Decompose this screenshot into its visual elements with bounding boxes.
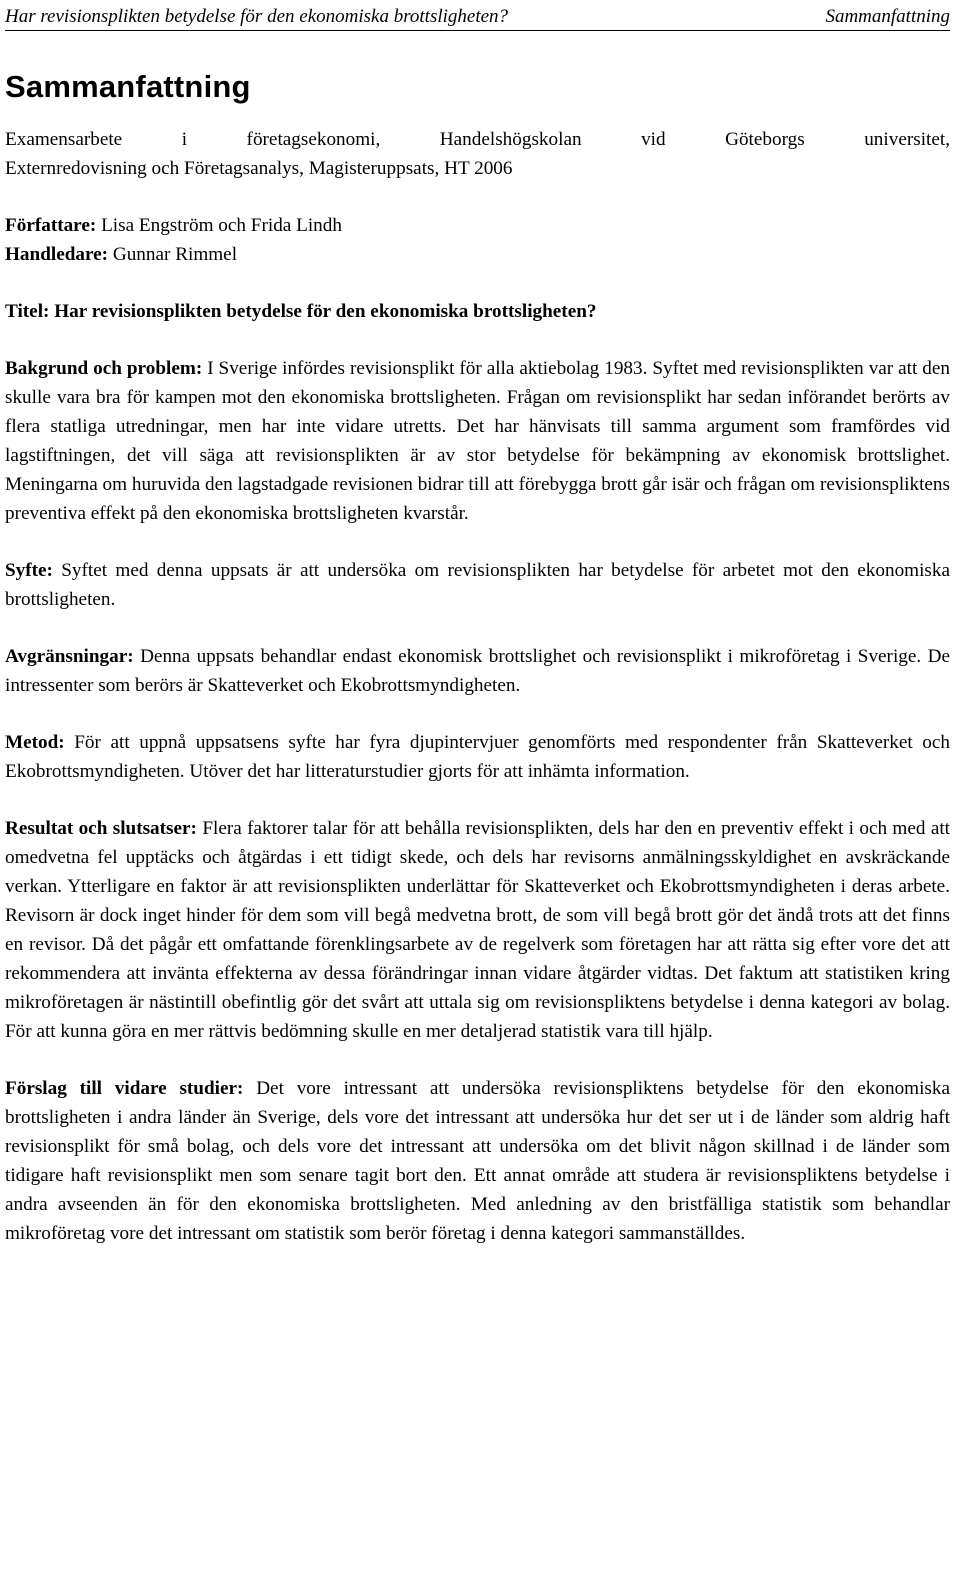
section-metod-text: För att uppnå uppsatsens syfte har fyra djupintervjuer genomförts med respondenter från Skatteverket och Ekobrottsmyndigheten. Utöver det har litteraturstudier gjorts för att inhämta information. — [5, 732, 951, 782]
document-body — [5, 125, 950, 1248]
section-bakgrund-text: I Sverige infördes revisionsplikt för alla aktiebolag 1983. Syftet med revisionsplikten var att den skulle vara bra för kampen mot den ekonomiska brottsligheten. Frågan om revisionsplikt har sedan införandet berörts av flera statliga utredningar, men har inte vidare utretts. Det har hänvisats till samma argument som framfördes vid lagstiftningen, det vill säga att revisionsplikten är av stor betydelse för bekämpning av ekonomisk brottslighet. Meningarna om huruvida den lagstadgade revisionen bidrar till att förebygga brott går isär och frågan om revisionspliktens preventiva effekt på den ekonomiska brottsligheten kvarstår. — [5, 358, 950, 524]
running-header-title: Har revisionsplikten betydelse för den ekonomiska brottsligheten? — [5, 6, 509, 27]
thesis-info — [5, 125, 950, 183]
authors-value: Lisa Engström och Frida Lindh — [101, 215, 342, 236]
authors-label: Författare: — [5, 215, 97, 236]
supervisor-line — [5, 240, 950, 269]
section-forslag-label: Förslag till vidare studier: — [5, 1078, 244, 1099]
section-avgransningar-text: Denna uppsats behandlar endast ekonomisk brottslighet och revisionsplikt i mikroföretag i Sverige. De intressenter som berörs är Skatteverket och Ekobrottsmyndigheten. — [5, 646, 950, 696]
section-syfte — [5, 556, 950, 614]
running-header-section: Sammanfattning — [825, 6, 950, 27]
section-resultat — [5, 814, 950, 1046]
thesis-title-line — [5, 297, 950, 326]
authors-line — [5, 211, 950, 240]
thesis-title-label: Titel: — [5, 301, 50, 322]
supervisor-value: Gunnar Rimmel — [112, 244, 238, 265]
credits — [5, 211, 950, 269]
section-resultat-label: Resultat och slutsatser: — [5, 818, 197, 839]
section-metod — [5, 728, 950, 786]
section-bakgrund — [5, 354, 950, 528]
section-metod-label: Metod: — [5, 732, 65, 753]
thesis-title-value: Har revisionsplikten betydelse för den ekonomiska brottsligheten? — [54, 301, 597, 322]
section-resultat-text: Flera faktorer talar för att behålla revisionsplikten, dels har den en preventiv effekt i och med att omedvetna fel upptäcks och åtgärdas i ett tidigt skede, och dels har revisorns anmälningsskyldighet en avskräckande verkan. Ytterligare en faktor är att revisionsplikten underlättar för Skatteverket och Ekobrottsmyndigheten i deras arbete. Revisorn är dock inget hinder för dem som vill begå medvetna brott, de som vill begå brott gör det ändå trots att det finns en revisor. Då det pågår ett omfattande förenklingsarbete av de regelverk som företagen har att rätta sig efter vore det att rekommendera att invänta effekterna av dessa förändringar innan vidare åtgärder vidtas. Det faktum att statistiken kring mikroföretagen är nästintill obefintlig gör det svårt att uttala sig om revisionspliktens betydelse i denna kategori av bolag. För att kunna göra en mer rättvis bedömning skulle en mer detaljerad statistik vara till hjälp. — [5, 818, 951, 1042]
thesis-info-line-1: Examensarbete i företagsekonomi, Handelshögskolan vid Göteborgs universitet, — [5, 129, 950, 150]
section-syfte-label: Syfte: — [5, 560, 53, 581]
section-bakgrund-label: Bakgrund och problem: — [5, 358, 203, 379]
supervisor-label: Handledare: — [5, 244, 109, 265]
document-page — [5, 0, 950, 1248]
thesis-info-line-2: Externredovisning och Företagsanalys, Magisteruppsats, HT 2006 — [5, 158, 513, 179]
section-syfte-text: Syftet med denna uppsats är att undersöka om revisionsplikten har betydelse för arbetet mot den ekonomiska brottsligheten. — [5, 560, 950, 610]
section-avgransningar — [5, 642, 950, 700]
section-avgransningar-label: Avgränsningar: — [5, 646, 134, 667]
running-header — [5, 0, 950, 31]
section-forslag — [5, 1074, 950, 1248]
page-title: Sammanfattning — [5, 69, 251, 104]
section-forslag-text: Det vore intressant att undersöka revisionspliktens betydelse för den ekonomiska brottsligheten i andra länder än Sverige, dels vore det intressant att undersöka hur det ser ut i de länder som aldrig haft revisionsplikt för små bolag, och dels vore det intressant att undersöka om det blivit någon skillnad i de länder som tidigare haft revisionsplikt men som senare tagit bort den. Ett annat område att studera är revisionspliktens betydelse i andra avseenden än för den ekonomiska brottsligheten. Med anledning av den bristfälliga statistik som behandlar mikroföretag vore det intressant om statistik som berör företag i denna kategori sammanställdes. — [5, 1078, 951, 1244]
